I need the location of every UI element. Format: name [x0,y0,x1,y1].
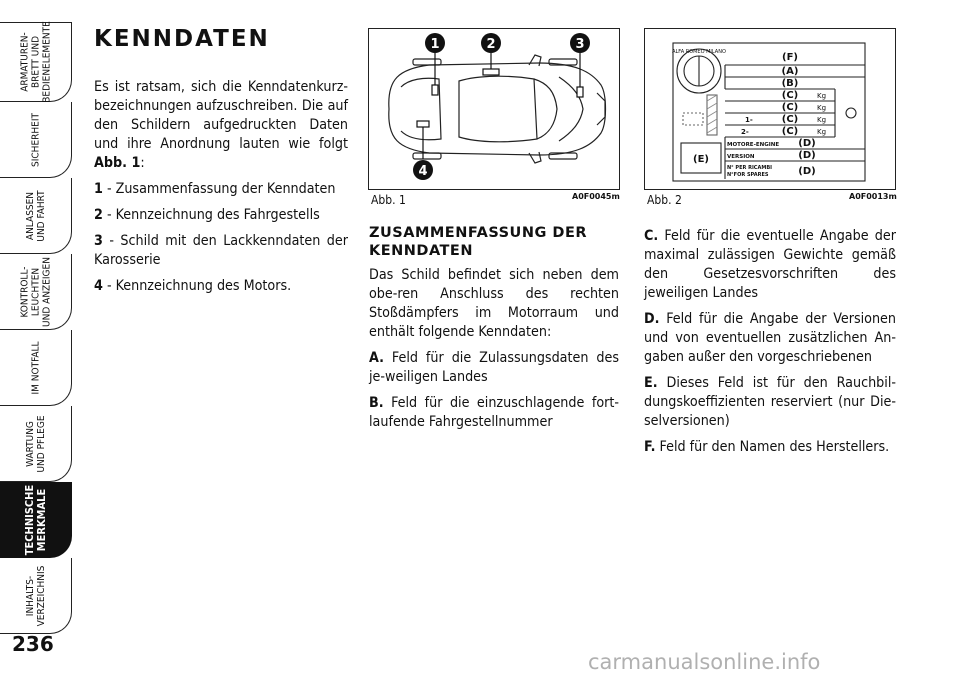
tab-label: KONTROLL- LEUCHTEN UND ANZEIGEN [19,256,53,327]
svg-text:3: 3 [575,37,585,52]
tab-technische-merkmale[interactable] [0,482,72,558]
column-3 [644,227,896,464]
list-item [644,438,896,457]
plate-kg: Kg [817,116,827,124]
plate-row-1: 1- [745,116,753,124]
item-key: D. [644,311,660,327]
item-key: B. [369,395,384,411]
plate-label-a: (A) [781,66,799,77]
car-roof [459,76,537,142]
plate-kg: Kg [817,128,827,136]
figure-1-caption: Abb. 1 [371,193,406,207]
item-text: Feld für den Namen des Herstellers. [655,439,890,455]
logo-text: ALFA ROMEO MILANO [672,49,726,55]
tab-label: INHALTS- VERZEICHNIS [25,565,47,626]
tab-label: TECHNISCHE MERKMALE [23,484,48,555]
column-1 [94,78,348,303]
list-item [644,310,896,367]
plate-label-b: (B) [781,78,799,89]
item-text: - Zusammenfassung der Kenndaten [102,181,336,197]
section-heading: ZUSAMMENFASSUNG DER KENNDATEN [369,225,588,259]
svg-text:1: 1 [430,37,440,52]
plate-label-c2: (C) [781,102,799,113]
item-text: - Schild mit den Lackkenndaten der Karosserie [94,233,348,268]
plate-version: VERSION [727,154,755,160]
tab-anlassen[interactable] [0,178,72,254]
item-number: 3 [94,233,103,249]
item-text: - Kennzeichnung des Fahrgestells [102,207,320,223]
marker-3 [570,33,590,53]
item-text: Dieses Feld ist für den Rauchbil-dungskoeffizienten reserviert (nur Die-selversionen) [644,375,896,429]
item-number: 2 [94,207,103,223]
item-key: C. [644,228,659,244]
item-number: 4 [94,278,103,294]
section-intro: Das Schild befindet sich neben dem obe-ren Anschluss des rechten Stoßdämpfers im Motorraum und enthält folgende Kenndaten: [369,267,619,340]
list-item [94,277,348,296]
marker-1 [425,33,445,53]
svg-text:4: 4 [418,164,428,179]
list-item [369,394,619,432]
tab-label: ANLASSEN UND FAHRT [25,189,47,242]
list-item [94,180,348,199]
list-item [94,232,348,270]
item-text: Feld für die einzuschlagende fort-laufende Fahrgestellnummer [369,395,619,430]
page-number: 236 [12,632,54,656]
svg-text:2: 2 [486,37,496,52]
watermark: carmanualsonline.info [588,650,821,674]
plate-label-c3: (C) [781,114,799,125]
plate-label-e: (E) [693,154,709,165]
figure-2-identification-plate [644,28,896,190]
plate-row-2: 2- [741,128,749,136]
item-key: F. [644,439,656,455]
figure-1-code: A0F0045m [572,192,620,201]
tab-kontrollleuchten[interactable] [0,254,72,330]
marker-4 [413,160,433,180]
item-key: E. [644,375,658,391]
plate-ricambi: N° PER RICAMBI [727,165,772,171]
plate-label-c4: (C) [781,126,799,137]
plate-label-d1: (D) [798,138,816,149]
item-text: - Kennzeichnung des Motors. [102,278,292,294]
plate-label-d2: (D) [798,150,816,161]
tab-inhaltsverzeichnis[interactable] [0,558,72,634]
tab-label: ARMATUREN- BRETT UND BEDIENELEMENTE [19,21,53,103]
tab-armaturenbrett[interactable] [0,22,72,102]
plate-label-d3: (D) [798,166,816,177]
page-title: KENNDATEN [94,26,270,52]
plate-spares: N°FOR SPARES [727,172,769,178]
car-top-view-illustration [369,29,619,189]
marker-2 [481,33,501,53]
intro-text: Es ist ratsam, sich die Kenndatenkurz-bezeichnungen aufzuschreiben. Die auf den Schildern aufgedruckten Daten und ihre Anordnung lauten wie folgt [94,79,348,152]
chapter-sidebar [0,0,80,676]
tab-wartung[interactable] [0,406,72,482]
plate-illustration [645,29,895,189]
list-item [644,227,896,303]
list-item [369,349,619,387]
item-text: Feld für die eventuelle Angabe der maximal zulässigen Gewichte gemäß den Gesetzesvorschriften des jeweiligen Landes [644,228,896,301]
figure-2-code: A0F0013m [849,192,897,201]
plate-kg: Kg [817,104,827,112]
figure-2-caption: Abb. 2 [647,193,682,207]
intro-paragraph: Es ist ratsam, sich die Kenndatenkurz-bezeichnungen aufzuschreiben. Die auf den Schildern aufgedruckten Daten und ihre Anordnung lauten wie folgt Abb. 1: [94,79,348,171]
figure-ref: Abb. 1 [94,155,141,171]
column-2 [369,224,619,439]
tab-label: WARTUNG UND PFLEGE [25,414,47,473]
plate-label-f: (F) [782,52,798,63]
tab-sicherheit[interactable] [0,102,72,178]
item-key: A. [369,350,384,366]
plate-motore: MOTORE-ENGINE [727,142,780,148]
list-item [94,206,348,225]
plate-label-c1: (C) [781,90,799,101]
item-number: 1 [94,181,103,197]
list-item [644,374,896,431]
tab-label: SICHERHEIT [30,112,42,167]
figure-1-car-diagram [368,28,620,190]
item-text: Feld für die Zulassungsdaten des je-weiligen Landes [369,350,619,385]
tab-label: IM NOTFALL [30,340,42,395]
item-text: Feld für die Angabe der Versionen und von eventuellen zusätzlichen An-gaben außer den vorgeschriebenen [644,311,896,365]
tab-im-notfall[interactable] [0,330,72,406]
plate-kg: Kg [817,92,827,100]
